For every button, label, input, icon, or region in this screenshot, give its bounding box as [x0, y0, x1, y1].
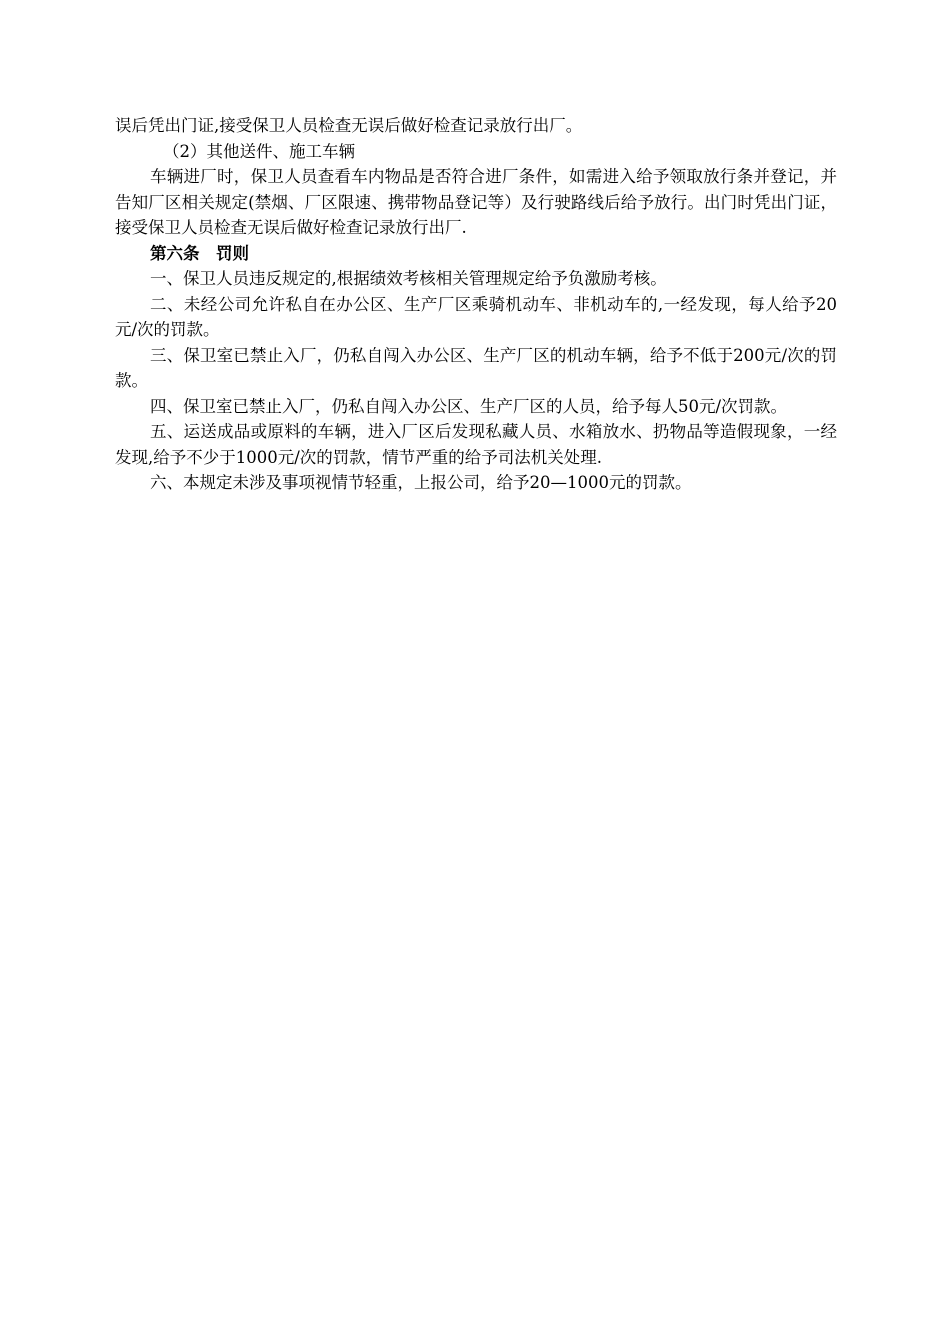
paragraph-vehicle-entry: 车辆进厂时，保卫人员查看车内物品是否符合进厂条件，如需进入给予领取放行条并登记，并告知厂区相关规定(禁烟、厂区限速、携带物品登记等）及行驶路线后给予放行。出门时凭出门证，接受保卫人员检查无误后做好检查记录放行出厂.	[115, 167, 837, 237]
rule-item-6: 六、本规定未涉及事项视情节轻重，上报公司，给予20—1000元的罚款。	[150, 473, 692, 492]
rule-item-3: 三、保卫室已禁止入厂，仍私自闯入办公区、生产厂区的机动车辆，给予不低于200元/次的罚款。	[115, 345, 837, 390]
rule-item-1: 一、保卫人员违反规定的,根据绩效考核相关管理规定给予负激励考核。	[150, 269, 667, 288]
paragraph-continuation: 误后凭出门证,接受保卫人员检查无误后做好检查记录放行出厂。	[115, 116, 583, 135]
subsection-title: （2）其他送件、施工车辆	[163, 141, 355, 161]
rule-item-5: 五、运送成品或原料的车辆，进入厂区后发现私藏人员、水箱放水、扔物品等造假现象，一经发现,给予不少于1000元/次的罚款，情节严重的给予司法机关处理.	[115, 422, 837, 467]
section-heading: 第六条 罚则	[150, 243, 249, 263]
rule-item-2: 二、未经公司允许私自在办公区、生产厂区乘骑机动车、非机动车的,一经发现，每人给予20元/次的罚款。	[115, 294, 837, 339]
document-body	[115, 113, 837, 496]
rule-item-4: 四、保卫室已禁止入厂，仍私自闯入办公区、生产厂区的人员，给予每人50元/次罚款。	[150, 396, 788, 416]
